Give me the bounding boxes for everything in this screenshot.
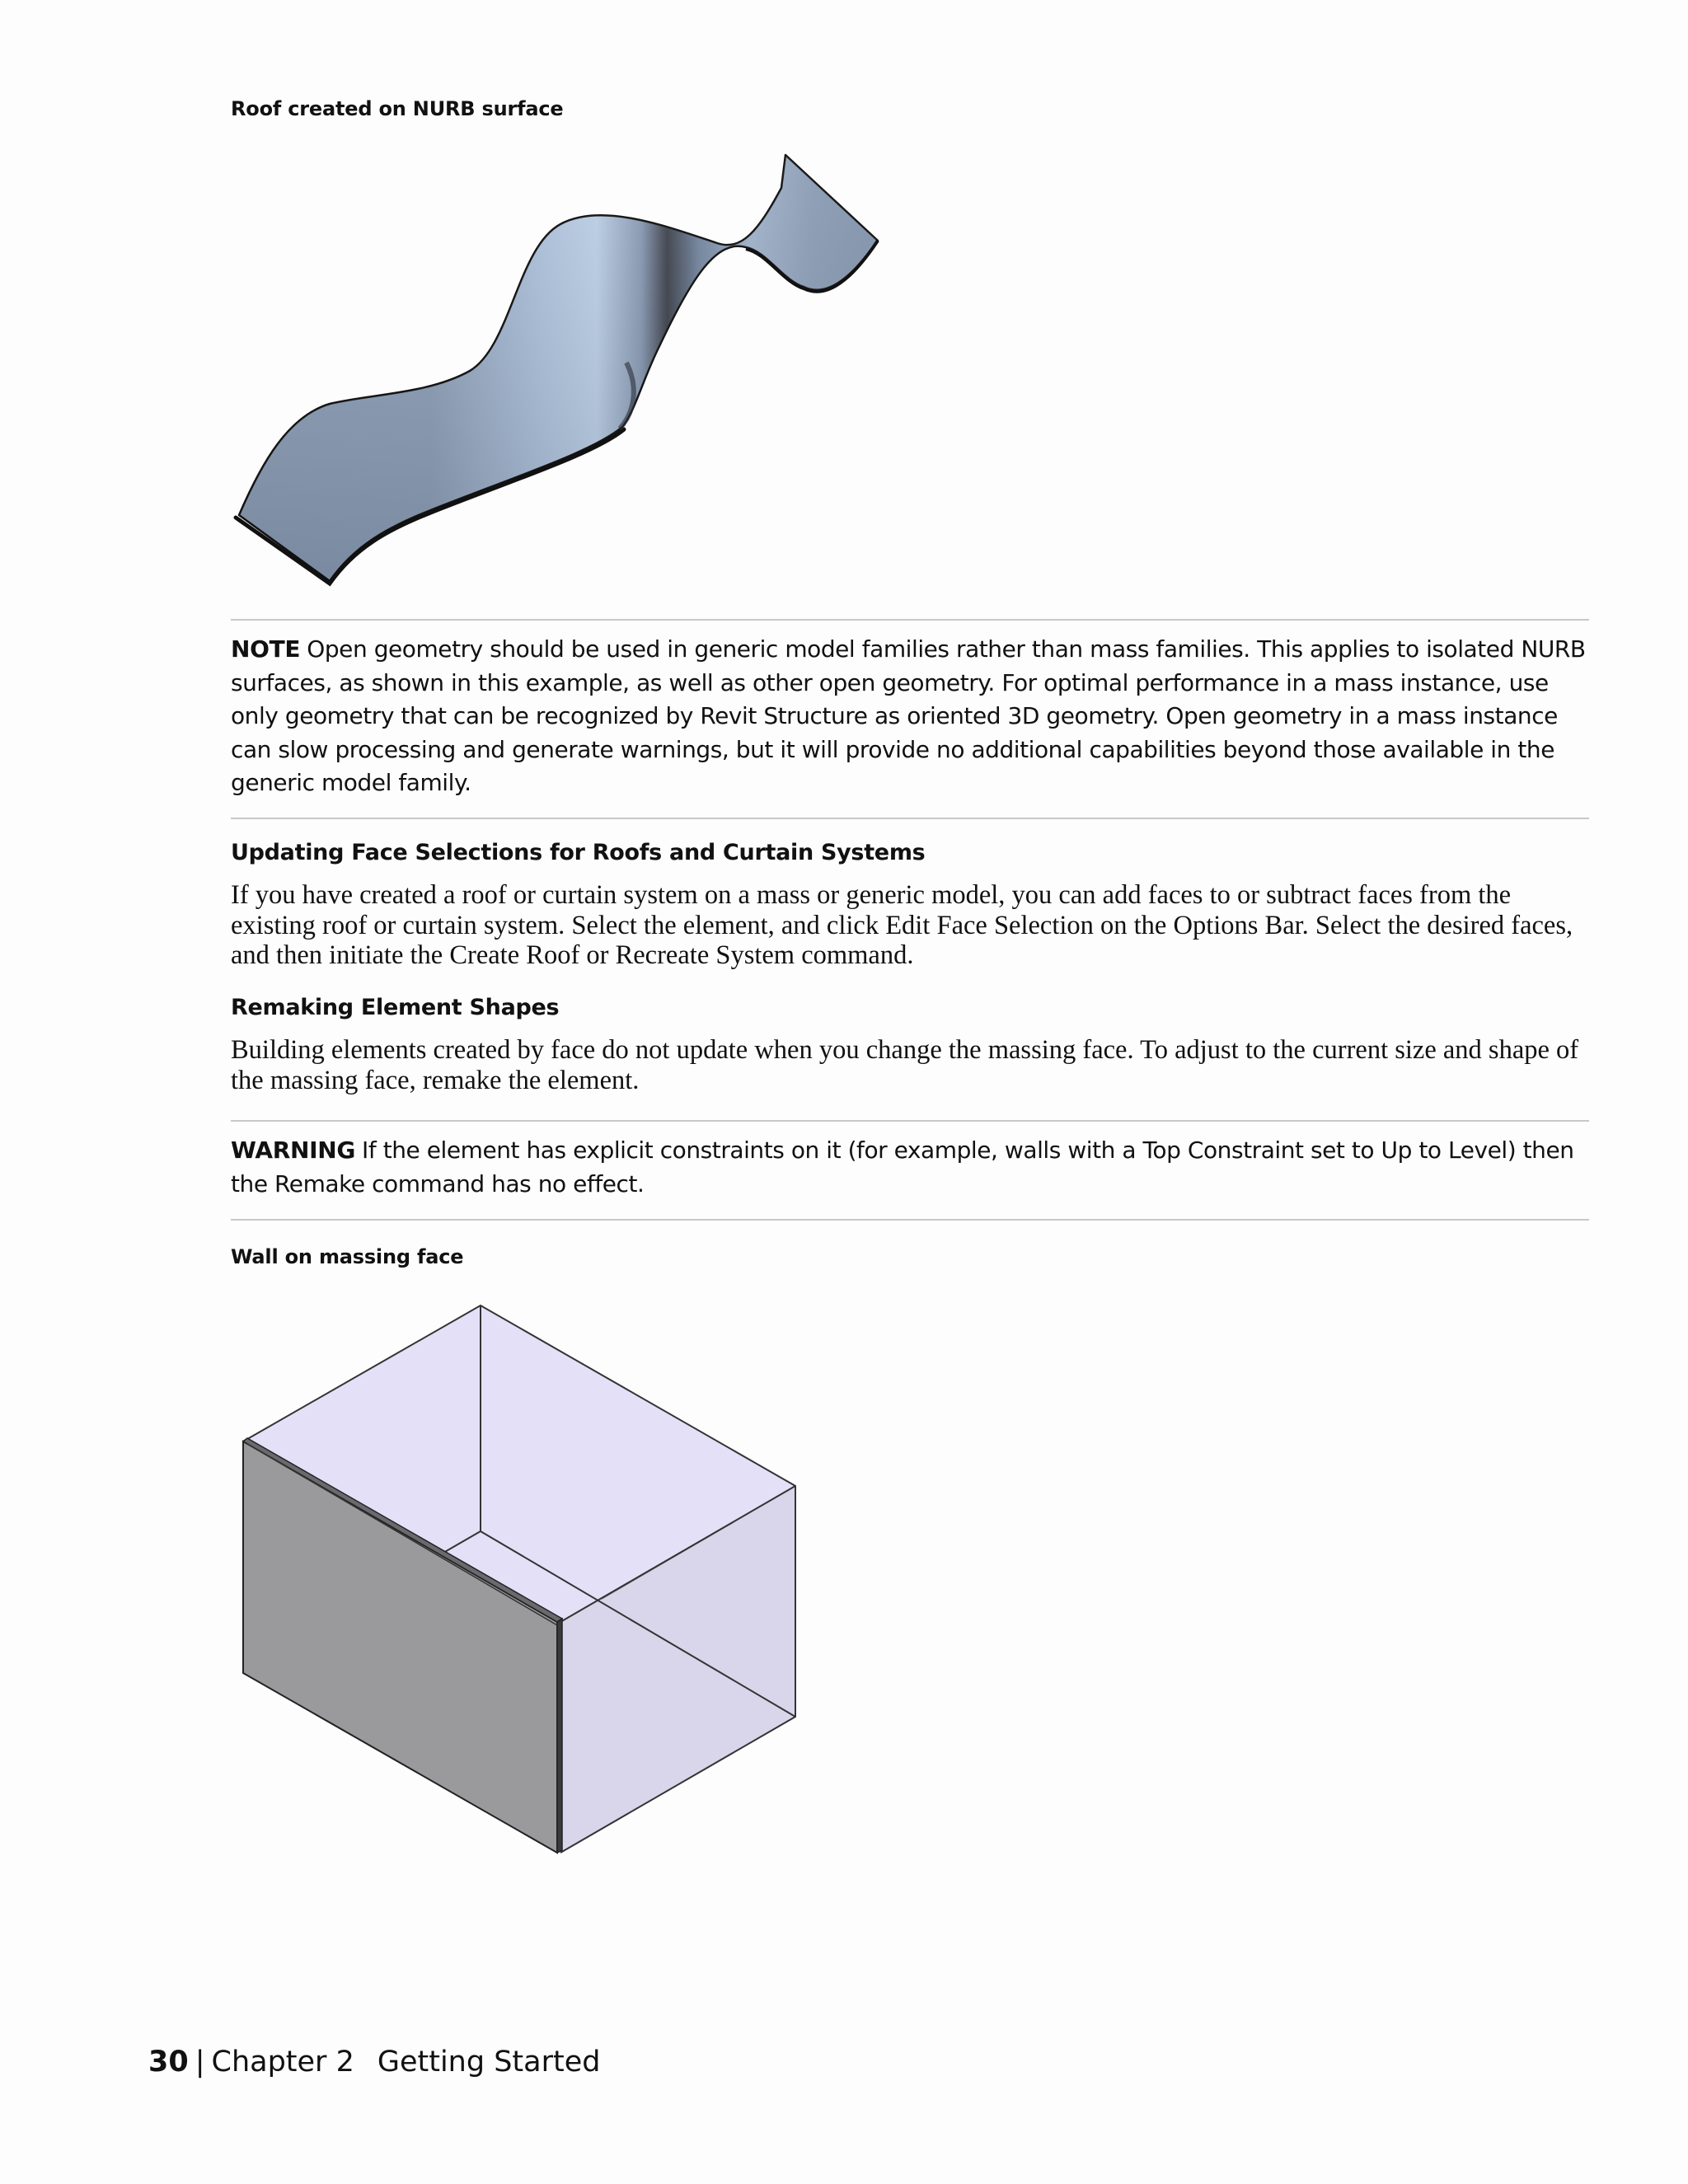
warning-box [231, 1134, 1589, 1201]
note-text: Open geometry should be used in generic model families rather than mass families. This applies to isolated NURB surfaces, as shown in this example, as well as other open geometry. For optimal performance in a mass instance, use only geometry that can be recognized by Revit Structure as oriented 3D geometry. Open geometry in a mass instance can slow processing and generate warnings, but it will provide no additional capabilities beyond those available in the generic model family. [231, 635, 1586, 796]
warning-text: If the element has explicit constraints on it (for example, walls with a Top Constraint set to Up to Level) then the Remake command has no effect. [231, 1137, 1574, 1197]
divider [231, 619, 1589, 621]
note-box [231, 633, 1589, 800]
section-heading-updating-face-selections: Updating Face Selections for Roofs and Curtain Systems [231, 840, 926, 865]
figure-caption-wall: Wall on massing face [231, 1245, 464, 1268]
page-footer [148, 2046, 600, 2079]
divider [231, 818, 1589, 819]
page-number: 30 [148, 2046, 189, 2079]
section-heading-remaking-element-shapes: Remaking Element Shapes [231, 995, 560, 1020]
wall-massing-figure [231, 1294, 808, 1863]
section-body-remaking-element-shapes: Building elements created by face do not update when you change the massing face. To adjust to the current size and shape of the massing face, remake the element. [231, 1035, 1579, 1095]
divider [231, 1219, 1589, 1221]
footer-separator: | [195, 2046, 205, 2079]
divider [231, 1120, 1589, 1122]
section-body-updating-face-selections: If you have created a roof or curtain system on a mass or generic model, you can add faces to or subtract faces from the existing roof or curtain system. Select the element, and click Edit Face Selection on the Options Bar. Select the desired faces, and then initiate the Create Roof or Recreate System command. [231, 880, 1573, 970]
footer-title: Getting Started [377, 2046, 601, 2079]
wall-massing-illustration [231, 1294, 808, 1863]
nurb-roof-figure [231, 148, 890, 593]
warning-label: WARNING [231, 1137, 356, 1164]
footer-chapter: Chapter 2 [211, 2046, 354, 2079]
figure-caption-roof: Roof created on NURB surface [231, 97, 564, 120]
note-label: NOTE [231, 635, 301, 663]
nurb-surface-shade [239, 155, 878, 581]
wall-end [557, 1619, 562, 1853]
nurb-roof-illustration [231, 148, 890, 593]
